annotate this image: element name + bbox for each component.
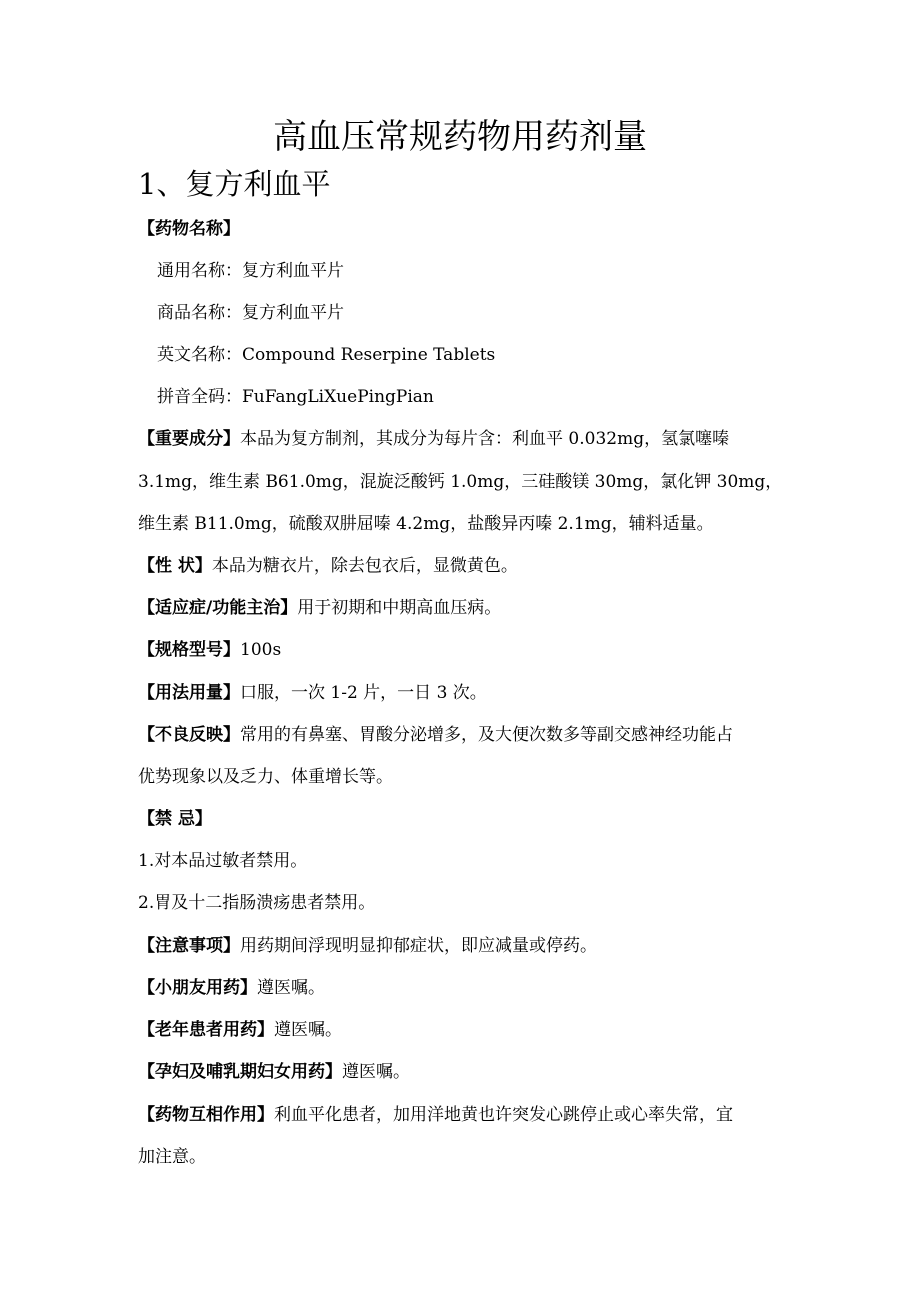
geriatric-use-text: 遵医嘱。: [274, 1020, 342, 1040]
ingredients-line-3: 维生素 B11.0mg，硫酸双肼屈嗪 4.2mg，盐酸异丙嗪 2.1mg，辅料适量。: [138, 514, 714, 534]
ingredients-line-2: 3.1mg，维生素 B61.0mg，混旋泛酸钙 1.0mg，三硅酸镁 30mg，氯化钾 30mg，: [138, 472, 783, 492]
ingredients-label: 【重要成分】: [138, 429, 240, 449]
appearance-line: [138, 551, 798, 581]
interactions-label: 【药物互相作用】: [138, 1105, 274, 1125]
pregnancy-use-line: [138, 1057, 798, 1087]
contraindications-label: 【禁 忌】: [138, 809, 212, 829]
appearance-text: 本品为糖衣片，除去包衣后，显微黄色。: [211, 556, 518, 576]
geriatric-use-line: [138, 1015, 798, 1045]
pediatric-use-text: 遵医嘱。: [257, 978, 325, 998]
indications-label: 【适应症/功能主治】: [138, 598, 298, 618]
pinyin-code-line: 拼音全码：FuFangLiXuePingPian: [157, 387, 434, 407]
contraindication-item-2: 2.胃及十二指肠溃疡患者禁用。: [138, 893, 376, 913]
pediatric-use-line: [138, 973, 798, 1003]
interactions-line-2: 加注意。: [138, 1147, 206, 1167]
interactions-text-1: 利血平化患者，加用洋地黄也许突发心跳停止或心率失常，宜: [274, 1105, 733, 1125]
precautions-label: 【注意事项】: [138, 936, 240, 956]
interactions-line-1: [138, 1100, 798, 1130]
precautions-text: 用药期间浮现明显抑郁症状，即应减量或停药。: [240, 936, 597, 956]
pediatric-use-label: 【小朋友用药】: [138, 978, 257, 998]
precautions-line: [138, 931, 798, 961]
indications-line: [138, 593, 798, 623]
specification-line: [138, 635, 798, 665]
trade-name-line: 商品名称：复方利血平片: [157, 303, 344, 323]
contraindications-heading: [138, 804, 798, 834]
ingredients-text-1: 本品为复方制剂，其成分为每片含：利血平 0.032mg，氢氯噻嗪: [240, 429, 730, 449]
dosage-line: [138, 678, 798, 708]
adverse-reactions-line-2: 优势现象以及乏力、体重增长等。: [138, 767, 393, 787]
geriatric-use-label: 【老年患者用药】: [138, 1020, 274, 1040]
adverse-reactions-text-1: 常用的有鼻塞、胃酸分泌增多，及大便次数多等副交感神经功能占: [240, 725, 733, 745]
pregnancy-use-text: 遵医嘱。: [342, 1062, 410, 1082]
section-heading: 1、复方利血平: [138, 167, 331, 201]
dosage-text: 口服，一次 1-2 片，一日 3 次。: [240, 683, 487, 703]
specification-text: 100s: [240, 640, 282, 660]
english-name-line: 英文名称：Compound Reserpine Tablets: [157, 345, 496, 365]
generic-name-line: 通用名称：复方利血平片: [157, 261, 344, 281]
appearance-label: 【性 状】: [138, 556, 212, 576]
drug-name-label: 【药物名称】: [138, 219, 240, 239]
indications-text: 用于初期和中期高血压病。: [297, 598, 502, 618]
pregnancy-use-label: 【孕妇及哺乳期妇女用药】: [138, 1062, 342, 1082]
dosage-label: 【用法用量】: [138, 683, 240, 703]
adverse-reactions-label: 【不良反映】: [138, 725, 240, 745]
adverse-reactions-line-1: [138, 720, 798, 750]
contraindication-item-1: 1.对本品过敏者禁用。: [138, 851, 308, 871]
ingredients-line-1: [138, 424, 798, 454]
specification-label: 【规格型号】: [138, 640, 240, 660]
drug-name-heading: [138, 214, 798, 244]
document-title: 高血压常规药物用药剂量: [273, 117, 647, 157]
